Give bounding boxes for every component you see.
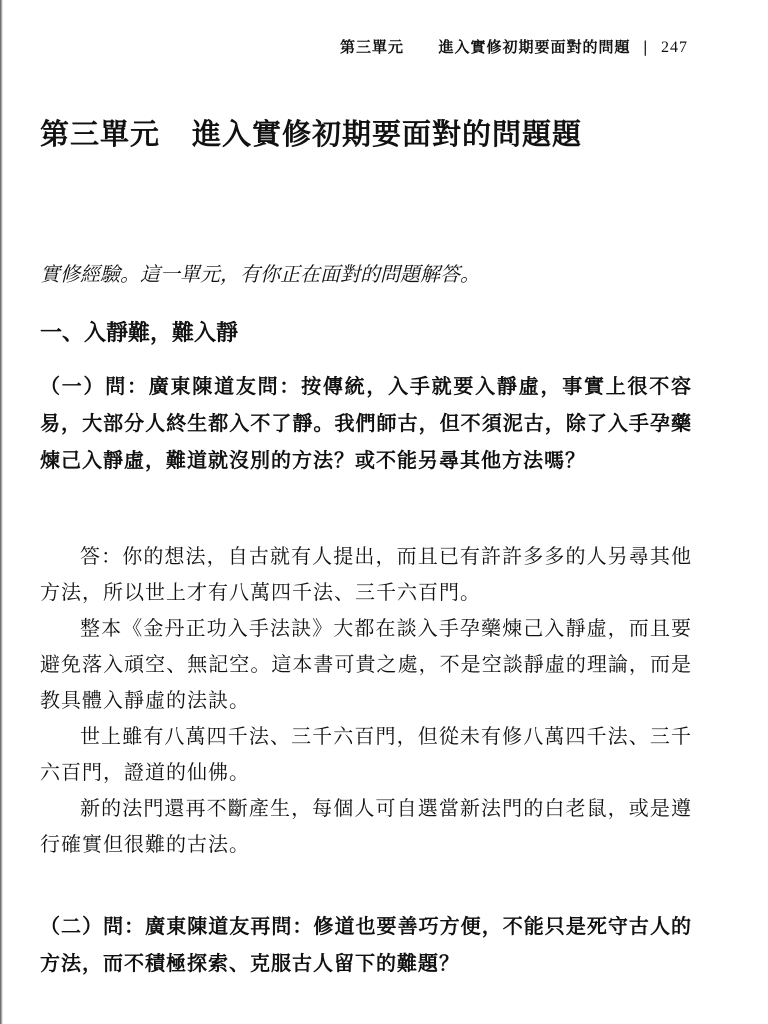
header-chapter-title: 進入實修初期要面對的問題 [438,38,631,56]
answer-paragraph: 整本《金丹正功入手法訣》大都在談入手孕藥煉己入靜虛，而且要避免落入頑空、無記空。這本書可貴之處，不是空談靜虛的理論，而是教具體入靜虛的法訣。 [40,616,692,712]
answer-paragraph: 答：你的想法，自古就有人提出，而且已有許許多多的人另尋其他方法，所以世上才有八萬四千法、三千六百門。 [40,544,692,604]
chapter-unit: 第三單元 [40,117,161,151]
header-separator: | [642,38,649,56]
chapter-title [40,112,582,153]
page-number: 247 [661,39,688,56]
page-edge-shadow [0,0,3,1024]
header-unit: 第三單元 [339,38,404,56]
question-2: （二）問：廣東陳道友再問：修道也要善巧方便，不能只是死守古人的方法，而不積極探索、克服古人留下的難題？ [40,914,692,975]
answer-block [40,538,692,862]
chapter-title-text: 進入實修初期要面對的問題題 [192,117,583,151]
question-1: （一）問：廣東陳道友問：按傳統，入手就要入靜虛，事實上很不容易，大部分人終生都入不了靜。我們師古，但不須泥古，除了入手孕藥煉己入靜虛，難道就沒別的方法？或不能另尋其他方法嗎？ [40,374,692,472]
answer-paragraph: 新的法門還再不斷產生，每個人可自選當新法門的白老鼠，或是遵行確實但很難的古法。 [40,796,692,856]
intro-text: 實修經驗。這一單元，有你正在面對的問題解答。 [40,262,480,286]
running-header [340,36,688,57]
section-heading: 一、入靜難，難入靜 [40,321,239,346]
answer-paragraph: 世上雖有八萬四千法、三千六百門，但從未有修八萬四千法、三千六百門，證道的仙佛。 [40,724,692,784]
